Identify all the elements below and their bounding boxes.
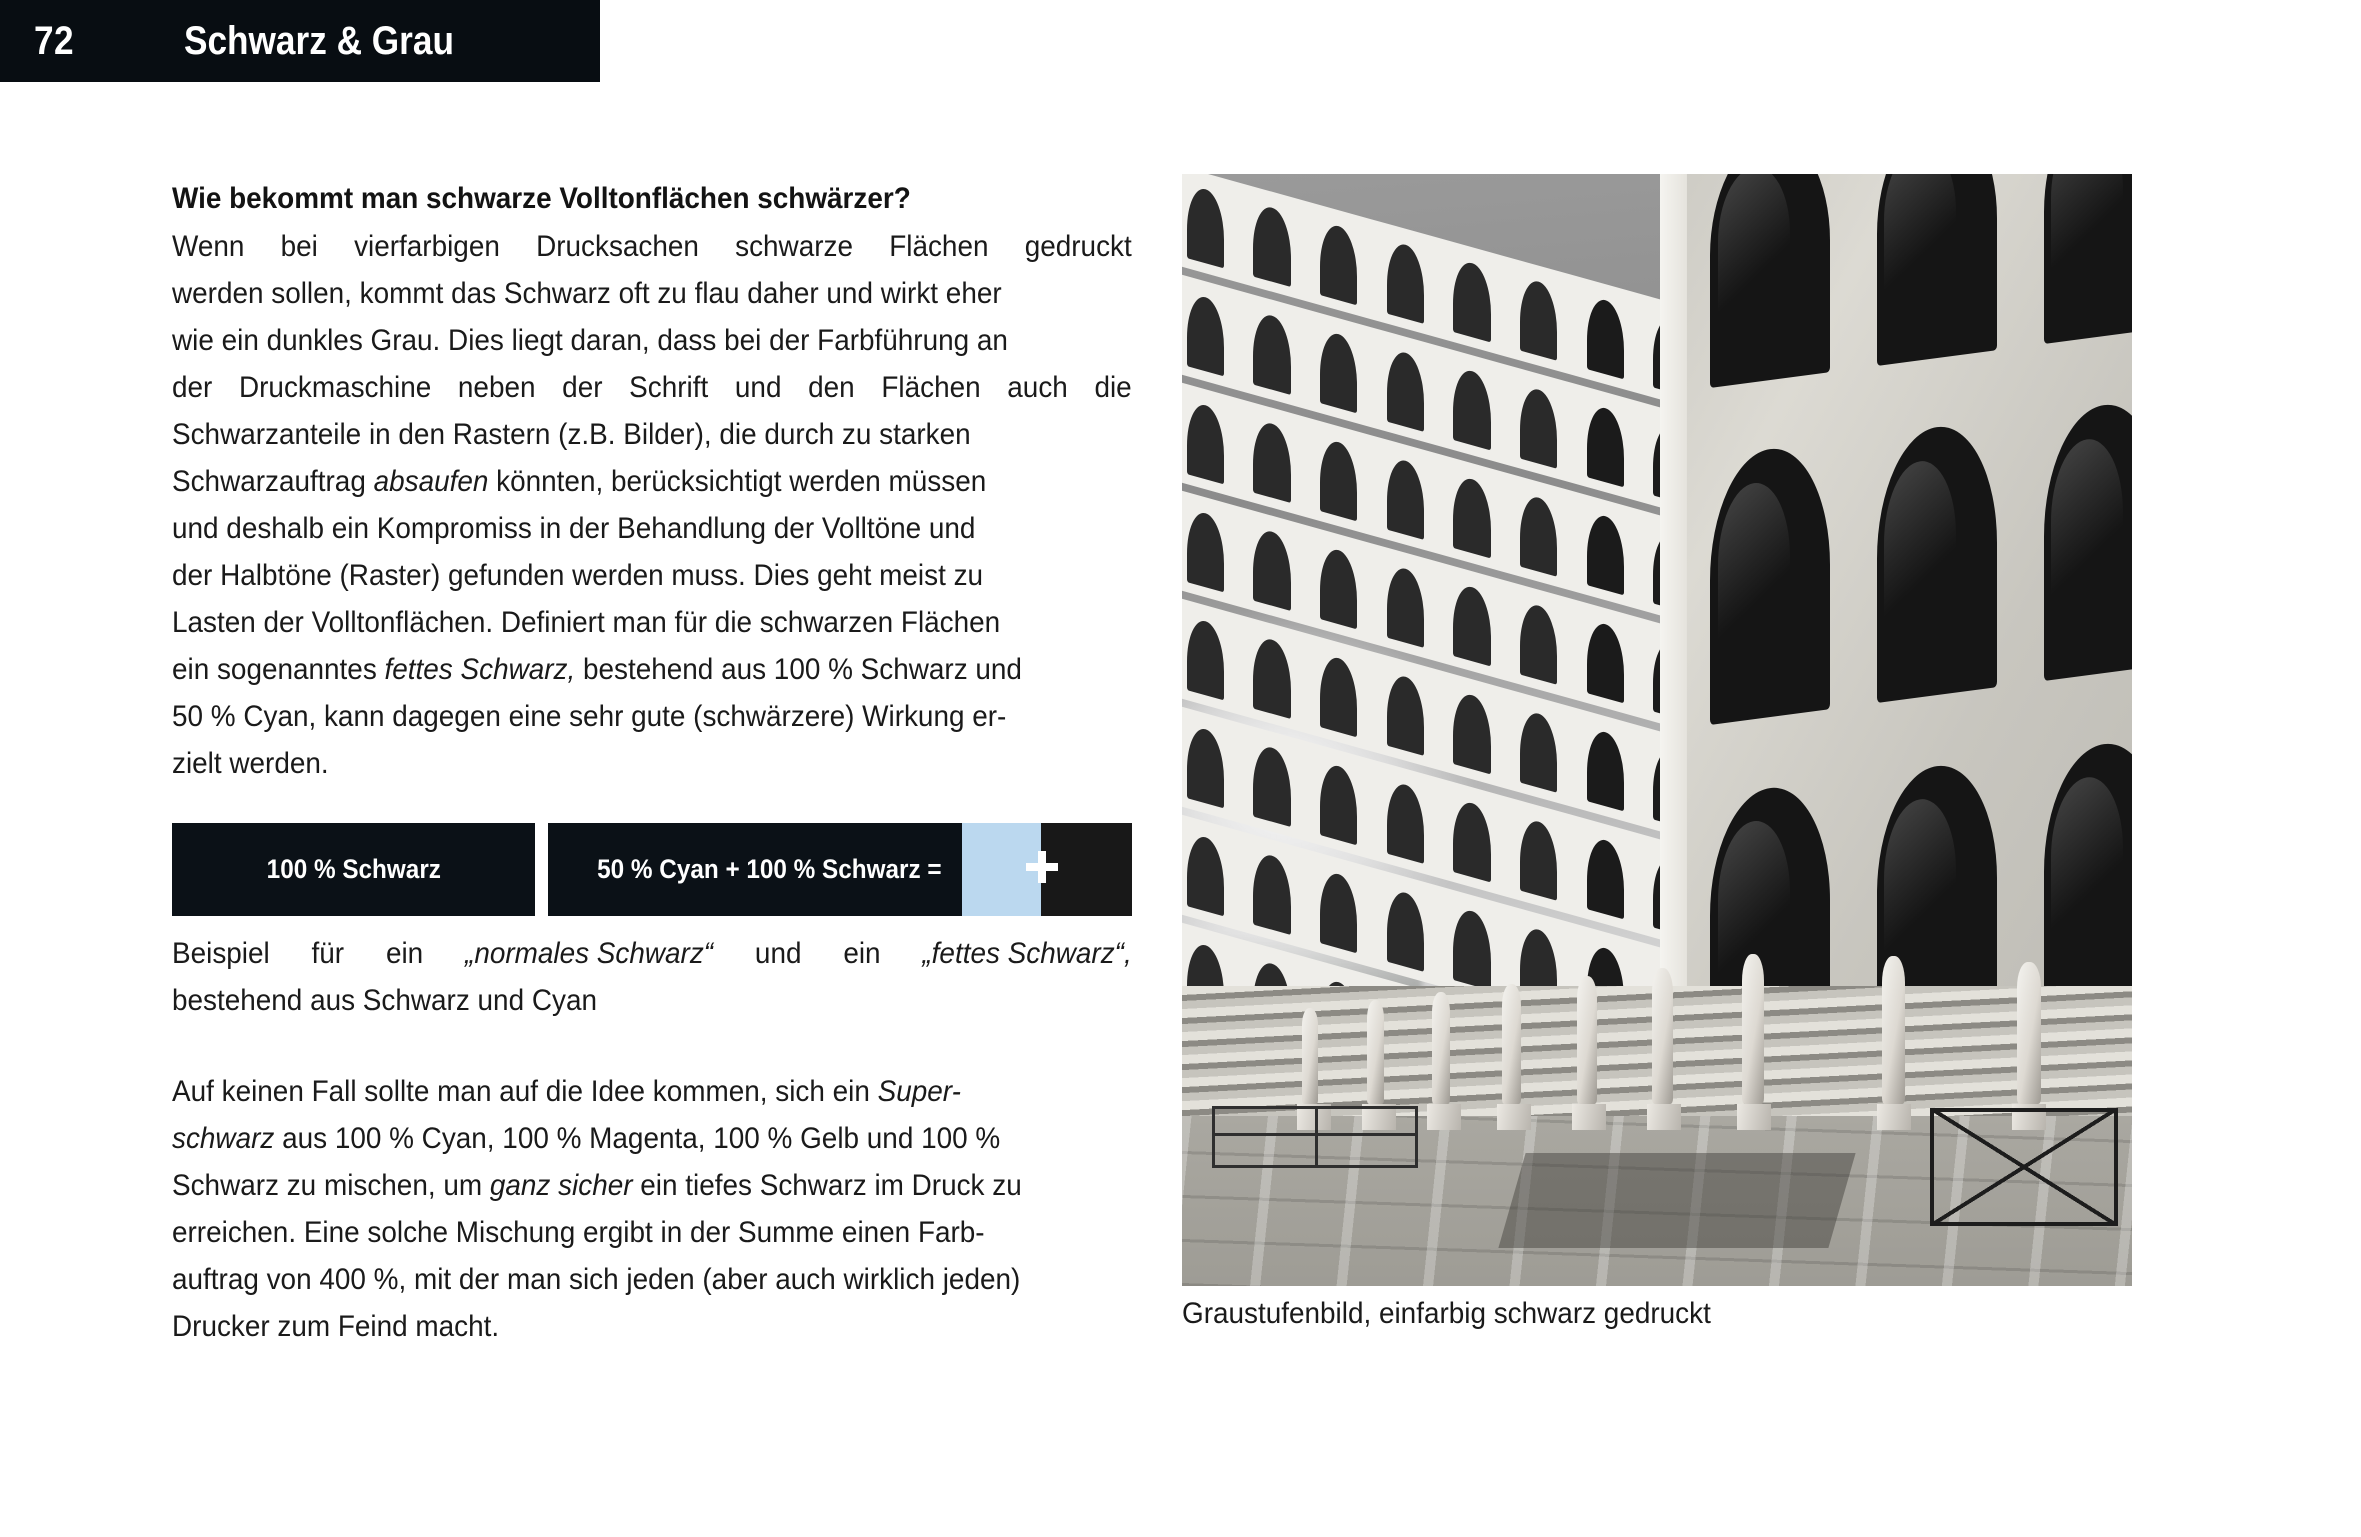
- photo-arch-opening: [1520, 493, 1557, 577]
- paragraph-line: Drucker zum Feind macht.: [172, 1310, 500, 1343]
- photo-facade-arch: [2044, 174, 2132, 344]
- running-head-bar: [0, 0, 600, 82]
- photo-arch-opening: [1587, 619, 1624, 703]
- photo-arch-opening: [1453, 582, 1490, 666]
- paragraph-line: Schwarzauftrag absaufen könnten, berücksichtigt werden müssen: [172, 464, 987, 498]
- photo-arch-bay: [1182, 596, 1239, 714]
- photo-arch-opening: [1187, 616, 1224, 700]
- photo-arch-opening: [1387, 888, 1424, 972]
- photo-arch-opening: [1253, 527, 1290, 611]
- paragraph-line: ein sogenanntes fettes Schwarz, bestehend aus 100 % Schwarz und: [172, 652, 1022, 686]
- photo-facade-row: [1687, 174, 2132, 414]
- photo-arch-opening: [1520, 277, 1557, 361]
- photo-plaza-dark-slab: [1498, 1153, 1855, 1248]
- photo-arch-bay: [1239, 506, 1306, 624]
- photo-arch-bay: [1439, 238, 1506, 356]
- photo-arch-opening: [1453, 690, 1490, 774]
- color-sample-bars: [172, 823, 1132, 916]
- photo-arch-bay: [1182, 272, 1239, 390]
- photo-arch-opening: [1253, 203, 1290, 287]
- photo-arch-opening: [1253, 851, 1290, 935]
- photo-arch-opening: [1520, 817, 1557, 901]
- paragraph-line: Lasten der Volltonflächen. Definiert man für die schwarzen Flächen: [172, 605, 1001, 639]
- photo-statue: [1577, 976, 1597, 1104]
- bar-rich-black: [548, 823, 1132, 916]
- bar-normal-black-label: 100 % Schwarz: [266, 854, 441, 884]
- grayscale-photograph: [1182, 174, 2132, 1286]
- photo-facade-row: [1687, 368, 2132, 754]
- photo-statue: [1302, 1008, 1318, 1104]
- photo-arch-opening: [1187, 292, 1224, 376]
- text-column: [172, 178, 1132, 787]
- photo-arch-bay: [1372, 327, 1439, 445]
- photo-facade-bay: [1854, 390, 2021, 732]
- photo-arch-bay: [1372, 651, 1439, 769]
- photo-arch-bay: [1182, 488, 1239, 606]
- photo-arch-bay: [1505, 364, 1572, 482]
- caption-line: Beispiel für ein „normales Schwarz“ und ein „fettes Schwarz“,: [172, 930, 1132, 977]
- paragraph-line: Schwarzanteile in den Rastern (z.B. Bilder), die durch zu starken: [172, 417, 971, 451]
- photo-statue: [1502, 984, 1521, 1104]
- paragraph-line: 50 % Cyan, kann dagegen eine sehr gute (schwärzere) Wirkung er-: [172, 699, 1007, 733]
- photo-arch-opening: [1387, 348, 1424, 432]
- photo-facade-bay: [1687, 412, 1854, 754]
- photo-statue: [2017, 962, 2041, 1104]
- photo-arch-bay: [1572, 815, 1639, 933]
- photo-arch-bay: [1372, 759, 1439, 877]
- photo-arch-bay: [1505, 256, 1572, 374]
- photo-arch-bay: [1182, 812, 1239, 930]
- photo-arch-opening: [1320, 761, 1357, 845]
- paragraph-line: erreichen. Eine solche Mischung ergibt in der Summe einen Farb-: [172, 1216, 985, 1249]
- photo-arch-bay: [1505, 688, 1572, 806]
- photo-arch-opening: [1253, 635, 1290, 719]
- running-title: Schwarz & Grau: [183, 18, 454, 63]
- paragraph-line: der Halbtöne (Raster) gefunden werden muss. Dies geht meist zu: [172, 558, 984, 592]
- bar-normal-black: [172, 823, 535, 916]
- emphasis-normales-schwarz: „normales Schwarz“: [465, 937, 714, 970]
- photo-arch-bay: [1439, 778, 1506, 896]
- paragraph-line: der Druckmaschine neben der Schrift und den Flächen auch die: [172, 370, 1132, 404]
- emphasis-fettes-schwarz: fettes Schwarz,: [384, 652, 576, 686]
- emphasis-ganz-sicher: ganz sicher: [489, 1169, 633, 1202]
- photo-arch-opening: [1587, 403, 1624, 487]
- photo-arch-opening: [1387, 672, 1424, 756]
- photo-arch-bay: [1439, 346, 1506, 464]
- photo-facade-bay: [2020, 368, 2132, 710]
- photo-arch-bay: [1505, 796, 1572, 914]
- paragraph-line: werden sollen, kommt das Schwarz oft zu flau daher und wirkt eher: [172, 276, 1002, 310]
- photo-arch-bay: [1505, 580, 1572, 698]
- bars-caption: [172, 930, 1172, 1024]
- photo-statue: [1882, 956, 1905, 1104]
- photo-arch-bay: [1305, 201, 1372, 319]
- photo-arch-bay: [1372, 867, 1439, 985]
- photo-arch-opening: [1387, 456, 1424, 540]
- photo-arch-bay: [1305, 309, 1372, 427]
- photo-arch-bay: [1572, 275, 1639, 393]
- photo-facade-arch: [1877, 419, 1997, 704]
- photo-arch-opening: [1453, 258, 1490, 342]
- section-subheading: Wie bekommt man schwarze Volltonflächen schwärzer?: [172, 182, 911, 215]
- photo-arch-bay: [1572, 707, 1639, 825]
- photo-arch-bay: [1439, 670, 1506, 788]
- plus-icon: [1026, 851, 1058, 883]
- photo-arch-opening: [1320, 545, 1357, 629]
- photo-statue: [1742, 954, 1764, 1104]
- page-number: 72: [34, 18, 75, 63]
- emphasis-fettes-schwarz-2: „fettes Schwarz“,: [922, 937, 1132, 970]
- photo-arch-bay: [1505, 472, 1572, 590]
- photo-arch-opening: [1320, 869, 1357, 953]
- figure-caption: Graustufenbild, einfarbig schwarz gedruckt: [1182, 1297, 1711, 1330]
- photo-arch-opening: [1187, 184, 1224, 268]
- photo-arch-bay: [1439, 454, 1506, 572]
- photo-arch-bay: [1372, 435, 1439, 553]
- emphasis-absaufen: absaufen: [373, 464, 489, 498]
- photo-arch-bay: [1239, 830, 1306, 948]
- photo-arch-bay: [1182, 704, 1239, 822]
- photo-arch-bay: [1305, 417, 1372, 535]
- photo-arch-bay: [1239, 614, 1306, 732]
- photo-arch-bay: [1239, 722, 1306, 840]
- photo-arch-opening: [1453, 906, 1490, 990]
- photo-barrier-left: [1212, 1106, 1418, 1168]
- photo-arch-opening: [1587, 835, 1624, 919]
- photo-facade-arch: [2044, 397, 2132, 682]
- photo-arch-opening: [1253, 311, 1290, 395]
- photo-arch-opening: [1187, 724, 1224, 808]
- photo-arch-opening: [1187, 508, 1224, 592]
- photo-arch-bay: [1372, 543, 1439, 661]
- photo-arch-bay: [1305, 849, 1372, 967]
- photo-arch-opening: [1320, 221, 1357, 305]
- photo-arch-opening: [1320, 329, 1357, 413]
- photo-arch-bay: [1182, 380, 1239, 498]
- photo-statue: [1652, 968, 1673, 1104]
- photo-arch-bay: [1572, 491, 1639, 609]
- photo-arch-opening: [1520, 385, 1557, 469]
- photo-arch-opening: [1187, 400, 1224, 484]
- paragraph-line: und deshalb ein Kompromiss in der Behandlung der Volltöne und: [172, 511, 976, 545]
- photo-arch-bay: [1239, 398, 1306, 516]
- photo-arch-bay: [1572, 383, 1639, 501]
- photo-arch-opening: [1320, 653, 1357, 737]
- photo-facade-arch: [1710, 441, 1830, 726]
- photo-arch-bay: [1439, 562, 1506, 680]
- photo-arch-opening: [1387, 780, 1424, 864]
- paragraph-two: [172, 1068, 1172, 1350]
- photo-facade-bay: [2020, 174, 2132, 370]
- photo-arch-bay: [1572, 599, 1639, 717]
- paragraph-line: Wenn bei vierfarbigen Drucksachen schwarze Flächen gedruckt: [172, 229, 1132, 263]
- paragraph-line: wie ein dunkles Grau. Dies liegt daran, dass bei der Farbführung an: [172, 323, 1008, 357]
- photo-arch-opening: [1520, 709, 1557, 793]
- photo-arch-opening: [1187, 832, 1224, 916]
- photo-arch-bay: [1305, 525, 1372, 643]
- photo-arch-opening: [1587, 727, 1624, 811]
- photo-barrier-right: [1930, 1108, 2118, 1226]
- paragraph-line: Schwarz zu mischen, um ganz sicher ein tiefes Schwarz im Druck zu: [172, 1169, 1022, 1202]
- paragraph-line: Auf keinen Fall sollte man auf die Idee kommen, sich ein Super-: [172, 1075, 961, 1108]
- photo-arch-opening: [1453, 798, 1490, 882]
- photo-arch-opening: [1253, 743, 1290, 827]
- photo-facade-arch: [1877, 174, 1997, 366]
- caption-line: bestehend aus Schwarz und Cyan: [172, 984, 597, 1017]
- photo-arch-bay: [1239, 182, 1306, 300]
- photo-arch-bay: [1305, 633, 1372, 751]
- photo-facade-arch: [2044, 736, 2132, 1012]
- emphasis-superschwarz-b: schwarz: [172, 1122, 275, 1155]
- photo-statue: [1432, 992, 1450, 1104]
- paragraph-line: zielt werden.: [172, 746, 329, 780]
- photo-arch-opening: [1453, 366, 1490, 450]
- paragraph-one: [172, 223, 1132, 787]
- photo-arch-opening: [1453, 474, 1490, 558]
- emphasis-superschwarz-a: Super-: [877, 1075, 961, 1108]
- photo-statue: [1367, 1000, 1384, 1104]
- photo-arch-opening: [1587, 511, 1624, 595]
- photo-arch-opening: [1387, 564, 1424, 648]
- photo-arch-bay: [1239, 290, 1306, 408]
- photo-arch-opening: [1387, 240, 1424, 324]
- bar-rich-black-label: 50 % Cyan + 100 % Schwarz =: [597, 854, 942, 884]
- photo-arch-opening: [1320, 437, 1357, 521]
- photo-facade-bay: [1687, 174, 1854, 414]
- photo-arch-opening: [1587, 295, 1624, 379]
- photo-facade-bay: [1854, 174, 2021, 392]
- photo-arch-bay: [1372, 219, 1439, 337]
- photo-facade-arch: [1710, 174, 1830, 388]
- photo-arch-opening: [1520, 601, 1557, 685]
- paragraph-line: auftrag von 400 %, mit der man sich jeden (aber auch wirklich jeden): [172, 1263, 1021, 1296]
- paragraph-line: schwarz aus 100 % Cyan, 100 % Magenta, 100 % Gelb und 100 %: [172, 1122, 1001, 1155]
- photo-arch-bay: [1305, 741, 1372, 859]
- photo-arch-opening: [1253, 419, 1290, 503]
- photo-arch-bay: [1182, 174, 1239, 282]
